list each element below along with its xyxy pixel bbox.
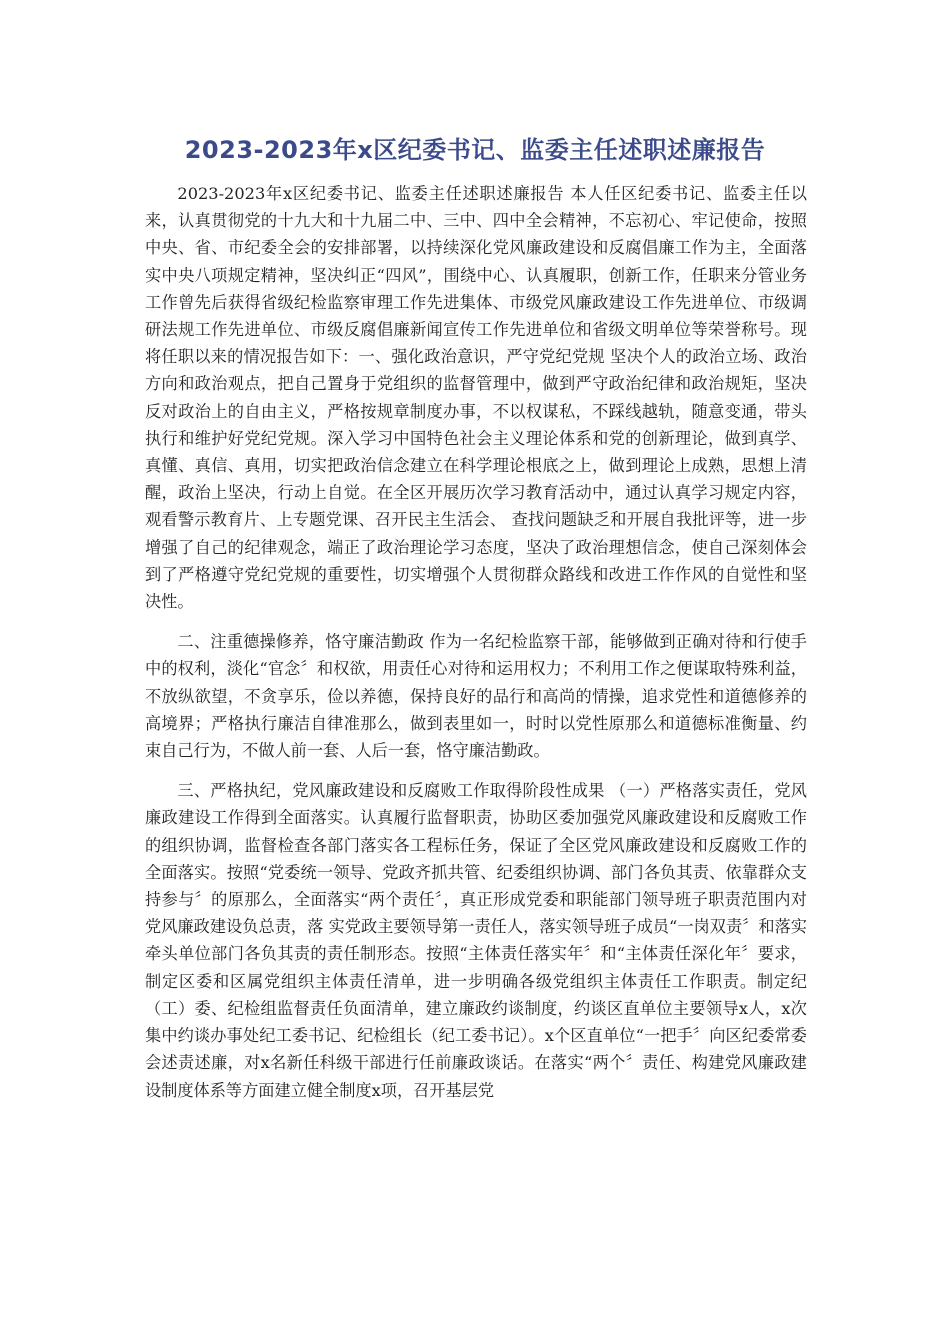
document-title: 2023-2023年x区纪委书记、监委主任述职述廉报告 [184, 136, 766, 164]
document-body [145, 180, 807, 1104]
paragraph-2: 二、注重德操修养，恪守廉洁勤政 作为一名纪检监察干部，能够做到正确对待和行使手中的权利，淡化“官念〞和权欲，用责任心对待和运用权力；不利用工作之便谋取特殊利益，不放纵欲望，不贪享乐，俭以养德，保持良好的品行和高尚的情操，追求党性和道德修养的高境界；严格执行廉洁自律准那么，做到表里如一，时时以党性原那么和道德标准衡量、约束自己行为，不做人前一套、人后一套，恪守廉洁勤政。 [145, 632, 807, 761]
paragraph-3: 三、严格执纪，党风廉政建设和反腐败工作取得阶段性成果 （一）严格落实责任，党风廉政建设工作得到全面落实。认真履行监督职责，协助区委加强党风廉政建设和反腐败工作的组织协调，监督检查各部门落实各工程标任务，保证了全区党风廉政建设和反腐败工作的全面落实。按照“党委统一领导、党政齐抓共管、纪委组织协调、部门各负其责、依靠群众支持参与〞的原那么，全面落实“两个责任〞，真正形成党委和职能部门领导班子职责范围内对党风廉政建设负总责，落 实党政主要领导第一责任人，落实领导班子成员“一岗双责〞和落实牵头单位部门各负其责的责任制形态。按照“主体责任落实年〞和“主体责任深化年〞要求，制定区委和区属党组织主体责任清单，进一步明确各级党组织主体责任工作职责。制定纪（工）委、纪检组监督责任负面清单，建立廉政约谈制度，约谈区直单位主要领导x人，x次集中约谈办事处纪工委书记、纪检组长（纪工委书记）。x个区直单位“一把手〞向区纪委常委会述责述廉，对x名新任科级干部进行任前廉政谈话。在落实“两个〞责任、构建党风廉政建设制度体系等方面建立健全制度x项，召开基层党 [145, 781, 807, 1100]
paragraph-1: 2023-2023年x区纪委书记、监委主任述职述廉报告 本人任区纪委书记、监委主任以来，认真贯彻党的十九大和十九届二中、三中、四中全会精神，不忘初心、牢记使命，按照中央、省、市纪委全会的安排部署，以持续深化党风廉政建设和反腐倡廉工作为主，全面落实中央八项规定精神，坚决纠正“四风”，围绕中心、认真履职，创新工作，任职来分管业务工作曾先后获得省级纪检监察审理工作先进集体、市级党风廉政建设工作先进单位、市级调研法规工作先进单位、市级反腐倡廉新闻宣传工作先进单位和省级文明单位等荣誉称号。现将任职以来的情况报告如下：一、强化政治意识，严守党纪党规 坚决个人的政治立场、政治方向和政治观点，把自己置身于党组织的监督管理中，做到严守政治纪律和政治规矩，坚决反对政治上的自由主义，严格按规章制度办事，不以权谋私，不踩线越轨，随意变通，带头执行和维护好党纪党规。深入学习中国特色社会主义理论体系和党的创新理论，做到真学、真懂、真信、真用，切实把政治信念建立在科学理论根底之上，做到理论上成熟，思想上清醒，政治上坚决，行动上自觉。在全区开展历次学习教育活动中，通过认真学习规定内容，观看警示教育片、上专题党课、召开民主生活会、 查找问题缺乏和开展自我批评等，进一步增强了自己的纪律观念，端正了政治理论学习态度，坚决了政治理想信念，使自己深刻体会到了严格遵守党纪党规的重要性，切实增强个人贯彻群众路线和改进工作作风的自觉性和坚决性。 [145, 184, 807, 612]
